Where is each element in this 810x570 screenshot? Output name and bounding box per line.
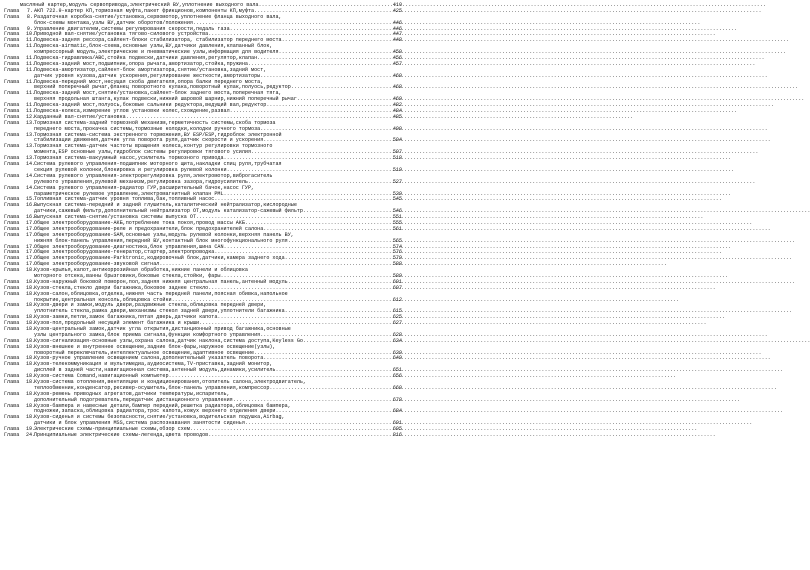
entry-title: переднего моста,прокачка системы,тормозные колодки,колодки ручного тормоза	[34, 125, 261, 132]
entry-title: Общее электрооборудование-SAM,основные узлы,модуль рулевой колонки,верхняя панель ВУ,	[34, 231, 294, 238]
page-number: 678	[392, 396, 402, 403]
chapter-number: 18.	[26, 320, 36, 327]
chapter-label: Глава	[4, 231, 20, 238]
page-number: 561	[392, 225, 402, 232]
chapter-number: 11.	[26, 78, 36, 85]
entry-title: теплообменник,конденсатор,ресивер-осушитель,блок-панель управления,компрессор	[34, 384, 270, 391]
chapter-number: 11.	[26, 66, 36, 73]
chapter-number: 18.	[26, 267, 36, 274]
page-number: 612	[392, 296, 402, 303]
dot-leader	[303, 339, 392, 345]
chapter-label: Глава	[4, 90, 20, 97]
dot-leader	[275, 409, 391, 415]
page-number: 539	[392, 190, 402, 197]
page-number: 695	[392, 426, 402, 433]
chapter-label: Глава	[4, 119, 20, 126]
entry-title: Тормозная система-вакуумный насос,усилитель тормозного привода	[34, 155, 224, 162]
dot-leader	[269, 386, 391, 392]
page-number: 484	[392, 108, 402, 115]
entry-title: Общее электрооборудование-Parktronic,кодировочный блок,датчики,камера заднего хода	[34, 255, 285, 262]
chapter-label: Глава	[4, 108, 20, 115]
toc-entry[interactable]	[4, 15, 402, 27]
chapter-label: Глава	[4, 196, 20, 203]
entry-title: Управление двигателем,системы регулирования скорости,педаль газа	[34, 25, 230, 32]
chapter-label: Глава	[4, 390, 20, 397]
table-of-contents	[4, 3, 402, 439]
page-number: 447	[392, 31, 402, 38]
chapter-label: Глава	[4, 43, 20, 50]
page-number: 482	[392, 102, 402, 109]
chapter-label: Глава	[4, 131, 20, 138]
chapter-label: Глава	[4, 284, 20, 291]
entry-title: момента,ESP основные узлы,гидроблок системы регулировки тягового усилия	[34, 149, 252, 156]
entry-title: Раздаточная коробка-снятие/установка,сервомотор,уплотнение фланца выходного вала,	[34, 13, 282, 20]
entry-title: верхний поперечный рычаг,фланец поворотного кулака,поворотный кулак,полуось,редуктор	[34, 84, 291, 91]
chapter-number: 24.	[26, 432, 36, 439]
chapter-number: 18.	[26, 284, 36, 291]
entry-title: секция рулевой колонки,блокировка и регулировка рулевой колонки	[34, 166, 227, 173]
toc-entry[interactable]	[4, 68, 402, 80]
chapter-number: 18.	[26, 278, 36, 285]
chapter-label: Глава	[4, 172, 20, 179]
dot-leader	[282, 38, 392, 44]
chapter-label: Глава	[4, 255, 20, 262]
entry-title: датчики и блок управления MSS,система распознавания занятости сиденья	[34, 420, 245, 427]
dot-leader	[263, 356, 392, 362]
page-number: 555	[392, 219, 402, 226]
entry-title: Выпускная система-снятие/установка системы выпуска OT	[34, 214, 197, 221]
entry-title: моторного отсека,ванны брызговики,боковые стекла,стойки, фары	[34, 272, 221, 279]
page-number: 490	[392, 125, 402, 132]
entry-title: Общее электрооборудование-АКБ,потребление тока покоя,провод массы АКБ	[34, 219, 245, 226]
entry-title: Система рулевого управления-радиатор ГУР,расширительный бачок,насос ГУР,	[34, 184, 255, 191]
chapter-number: 16.	[26, 202, 36, 209]
toc-line	[4, 433, 402, 439]
entry-title: Карданный вал-снятие/установка	[34, 113, 126, 120]
dot-leader	[208, 433, 392, 439]
page-number: 656	[392, 373, 402, 380]
page-number: 601	[392, 278, 402, 285]
entry-title: Кузов-стекла,стекло двери багажника,боковое заднее стекло	[34, 284, 209, 291]
page-number: 519	[392, 166, 402, 173]
chapter-number: 13.	[26, 155, 36, 162]
entry-title: Кузов-сиденья и системы безопасности,снятие/установка,водительская подушка,Airbag,	[34, 414, 285, 421]
chapter-label: Глава	[4, 432, 20, 439]
page-number: 634	[392, 337, 402, 344]
chapter-number: 18.	[26, 343, 36, 350]
chapter-number: 18.	[26, 355, 36, 362]
chapter-number: 10.	[26, 31, 36, 38]
entry-title: Тормозная система-система экстренного торможения,ВУ ESP/ESP,гидроблок электронной	[34, 131, 282, 138]
entry-title: компрессорный модуль,электрические и пневматические узлы,информация для водителя	[34, 49, 279, 56]
chapter-number: 14.	[26, 172, 36, 179]
page-number: 615	[392, 308, 402, 315]
toc-entry[interactable]	[4, 433, 402, 439]
chapter-number: 18.	[26, 379, 36, 385]
page-number: 468	[392, 84, 402, 91]
entry-title: Кузов-двери и замки,модуль двери,раздвижные стекла,облицовка передней двери,	[34, 302, 267, 309]
entry-title: поворотный переключатель,интеллектуальное освещение,адаптивное освещение	[34, 349, 255, 356]
page-number: 639	[392, 349, 402, 356]
chapter-number: 18.	[26, 290, 36, 297]
chapter-label: Глава	[4, 426, 20, 433]
chapter-number: 11.	[26, 102, 36, 109]
page-number: 607	[392, 284, 402, 291]
entry-title: Кузов-система Comand,навигационный компьютер	[34, 373, 169, 380]
chapter-label: Глава	[4, 55, 20, 62]
chapter-number: 17.	[26, 231, 36, 238]
chapter-label: Глава	[4, 161, 20, 168]
page-number: 460	[392, 72, 402, 79]
entry-title: покрытие,центральная консоль,облицовка стойки	[34, 296, 172, 303]
dot-leader	[248, 180, 392, 186]
entry-title: стабилизации движения,датчик угла поворота руля,датчик скорости и ускорения	[34, 137, 264, 144]
entry-title: Общее электрооборудование-звуковой сигнал	[34, 261, 160, 268]
page-number: 576	[392, 249, 402, 256]
chapter-label: Глава	[4, 225, 20, 232]
page-number: 546	[392, 208, 402, 215]
entry-title: Подвеска-задняя рессора,сайлент-блоки стабилизатора, стабилизатор переднего моста	[34, 37, 282, 44]
chapter-number: 11.	[26, 37, 36, 44]
chapter-number: 9.	[26, 25, 33, 32]
entry-title: датчик уровня кузова,датчик ускорения,регулирование жесткости,амортизаторы	[34, 72, 261, 79]
chapter-number: 18.	[26, 373, 36, 380]
chapter-number: 18.	[26, 325, 36, 332]
toc-entry[interactable]	[4, 327, 402, 339]
chapter-number: 7.	[26, 7, 33, 14]
chapter-number: 15.	[26, 196, 36, 203]
entry-title: Общее электрооборудование-реле и предохранители,блок предохранителей салона	[34, 225, 264, 232]
chapter-label: Глава	[4, 113, 20, 120]
page-number: 518	[392, 155, 402, 162]
chapter-label: Глава	[4, 355, 20, 362]
chapter-number: 13.	[26, 143, 36, 150]
chapter-number: 18.	[26, 337, 36, 344]
entry-title: Кузов-ремень приводных агрегатов,датчики температуры,испаритель,	[34, 390, 230, 397]
dot-leader	[260, 74, 392, 80]
page-number: 527	[392, 178, 402, 185]
entry-title: Кузов-бампера и навесные детали,бампер передний,решетка радиатора,облицовка бампера,	[34, 402, 291, 409]
page-number: 579	[392, 255, 402, 262]
entry-title: Кузов-крылья,капот,антикоррозийная обработка,нижние панели и облицовка	[34, 267, 248, 274]
entry-title: Подвеска-задний мост,подшипник,опора рычага,амортизатор,стойка,пружина	[34, 60, 248, 67]
entry-title: Кузов-ручное управление освещением салона,дополнительный указатель поворота	[34, 355, 264, 362]
chapter-number: 12.	[26, 113, 36, 120]
entry-title: Кузов-сигнализация-основные узлы,охрана салона,датчик наклона,система доступа,Keyless Go	[34, 337, 303, 344]
page-number: 691	[392, 420, 402, 427]
chapter-number: 18.	[26, 302, 36, 309]
chapter-number: 19.	[26, 426, 36, 433]
chapter-label: Глава	[4, 243, 20, 250]
chapter-label: Глава	[4, 278, 20, 285]
entry-title: Система рулевого управления-подшипник моторного щита,накладки спиц руля,трубчатая	[34, 161, 282, 168]
chapter-label: Глава	[4, 60, 20, 67]
page-number: 446	[392, 25, 402, 32]
chapter-number: 11.	[26, 55, 36, 62]
page-number: 504	[392, 137, 402, 144]
chapter-label: Глава	[4, 267, 20, 274]
chapter-label: Глава	[4, 31, 20, 38]
chapter-number: 16.	[26, 214, 36, 221]
page-number: 485	[392, 113, 402, 120]
entry-title: датчики,сажевый фильтр,дополнительный нейтрализатор OT,модуль катализатор-сажевый фильтр	[34, 208, 303, 215]
toc-entry[interactable]	[4, 380, 402, 392]
entry-title: уплотнитель стекла,рамка двери,механизмы стекол задней двери,уплотнители багажника	[34, 308, 285, 315]
entry-title: Приводной вал-снятие/установка тягово-силового устройства	[34, 31, 209, 38]
chapter-label: Глава	[4, 337, 20, 344]
page-number: 425	[392, 7, 402, 14]
chapter-number: 18.	[26, 390, 36, 397]
entry-title: нижняя блок-панель управления,передний ВУ,контактный блок многофункционального руля	[34, 237, 288, 244]
page-number: 684	[392, 408, 402, 415]
toc-entry[interactable]	[4, 121, 402, 133]
chapter-number: 8.	[26, 13, 33, 20]
entry-title: Кузов-центральный замок,датчик угла открытия,дистанционный привод багажника,основные	[34, 325, 291, 332]
page-number: 448	[392, 37, 402, 44]
chapter-number: 11.	[26, 60, 36, 67]
page-number: 627	[392, 320, 402, 327]
chapter-label: Глава	[4, 379, 20, 385]
chapter-label: Глава	[4, 320, 20, 327]
chapter-label: Глава	[4, 361, 20, 368]
entry-title: Кузов-салон,облицовка,отделка,нижняя часть передней панели,поясная обивка,напольное	[34, 290, 288, 297]
chapter-label: Глава	[4, 7, 20, 14]
chapter-label: Глава	[4, 102, 20, 109]
entry-title: Система рулевого управления-электрорегулировка руля,электромотор,виброгаситель	[34, 172, 273, 179]
entry-title: рулевого управления,рулевой механизм,регулировка зазора,гидроусилитель	[34, 178, 248, 185]
dot-leader	[263, 138, 392, 144]
chapter-label: Глава	[4, 184, 20, 191]
chapter-label: Глава	[4, 314, 20, 321]
entry-title: Подвеска-гидравлика/ABC,стойка подвески,датчики давления,регулятор,клапан	[34, 55, 258, 62]
chapter-label: Глава	[4, 13, 20, 20]
chapter-label: Глава	[4, 261, 20, 268]
chapter-label: Глава	[4, 78, 20, 85]
entry-title: дополнительный подогреватель,передатчик дистанционного управления	[34, 396, 233, 403]
chapter-label: Глава	[4, 155, 20, 162]
page-number: 651	[392, 367, 402, 374]
entry-title: дисплей в задней части,навигационная система,антенный модуль,динамики,усилитель	[34, 367, 276, 374]
entry-title: Общее электрооборудование-генератор,стартер,электропроводка	[34, 249, 215, 256]
entry-title: Топливная система-датчик уровня топлива,бак,топливный насос	[34, 196, 215, 203]
chapter-number: 17.	[26, 219, 36, 226]
toc-entry[interactable]	[4, 392, 402, 404]
entry-title: АКП 722.9-картер КП,тормозная муфта,пакет фрикционов,компоненты КП,муфта	[34, 7, 255, 14]
entry-title: Подвеска-амортизатор,сайлент-блок амортизатора,снятие/установка,задний мост,	[34, 66, 267, 73]
chapter-number: 18.	[26, 314, 36, 321]
page-number: 589	[392, 272, 402, 279]
chapter-number: 17.	[26, 261, 36, 268]
entry-title: Тормозная система-задний тормозной механизм,герметичность системы,скоба тормоза	[34, 119, 276, 126]
entry-title: Выпускная система-передний и задний глушитель,каталитический нейтрализатор,кислородные	[34, 202, 297, 209]
entry-title: Кузов-система отопления,вентиляции и кондиционирования,отопитель салона,электродвигатель,	[34, 379, 307, 385]
page-number: 588	[392, 261, 402, 268]
page-number: 507	[392, 149, 402, 156]
chapter-label: Глава	[4, 402, 20, 409]
page-number: 545	[392, 196, 402, 203]
entry-title: Кузов-телекоммуникация и мультимедиа,аудиосистема,TV-приставка,задний монитор,	[34, 361, 273, 368]
entry-title: Подвеска-передний мост,несущая скоба двигателя,опора балки переднего моста,	[34, 78, 264, 85]
chapter-label: Глава	[4, 202, 20, 209]
entry-title: Электрические схемы-принципиальные схемы,обзор схем	[34, 426, 190, 433]
chapter-label: Глава	[4, 290, 20, 297]
entry-title: подножки,запаска,облицовка радиатора,трос капота,кожух верхнего отделения двери	[34, 408, 276, 415]
entry-title: Тормозная система-датчик частоты вращения колеса,контур регулировки тормозного	[34, 143, 273, 150]
page-number: 628	[392, 331, 402, 338]
chapter-label: Глава	[4, 219, 20, 226]
chapter-number: 18.	[26, 414, 36, 421]
chapter-label: Глава	[4, 37, 20, 44]
entry-title: Общее электрооборудование-диагностика,блок управления,шина CAN	[34, 243, 224, 250]
chapter-number: 18.	[26, 361, 36, 368]
chapter-label: Глава	[4, 302, 20, 309]
chapter-number: 14.	[26, 184, 36, 191]
entry-title: Подвеска-задний мост,полуось,боковые сальники редуктора,ведущий вал,редуктор	[34, 102, 267, 109]
chapter-label: Глава	[4, 249, 20, 256]
entry-title: масляный картер,модуль сервопривода,электрический ВУ,уплотнение выходного вала	[20, 2, 259, 8]
chapter-number: 11.	[26, 43, 36, 50]
entry-title: параметрическое рулевое управление,электромагнитный клапан PML	[34, 190, 224, 197]
page-number: 816	[392, 432, 402, 439]
chapter-label: Глава	[4, 214, 20, 221]
page-number: 450	[392, 49, 402, 56]
page-number: 457	[392, 60, 402, 67]
entry-title: Подвеска-задний мост,снятие/установка,сайлент-блок заднего моста,поперечная тяга,	[34, 90, 282, 97]
page-number: 456	[392, 55, 402, 62]
entry-title: Кузов-пол,продольный несущий элемент багажника и крыши	[34, 320, 200, 327]
page-number: 551	[392, 214, 402, 221]
toc-entry[interactable]	[4, 233, 402, 245]
dot-leader	[248, 62, 392, 68]
chapter-label: Глава	[4, 143, 20, 150]
chapter-label: Глава	[4, 66, 20, 73]
entry-title: Кузов-внешнее и внутреннее освещение,задние блок-фары,наружное освещение(узлы),	[34, 343, 276, 350]
page-number: 660	[392, 384, 402, 391]
chapter-label: Глава	[4, 414, 20, 421]
entry-title: Кузов-наружный боковой поморон,пол,задняя нижняя центральная панель,антенный модуль	[34, 278, 288, 285]
chapter-number: 17.	[26, 249, 36, 256]
entry-title: узлы центрального замка,блок приема сигнала,функции комфортного управления	[34, 331, 261, 338]
entry-title: верхняя продольная штанга,кулак подвески,нижний шаровой шарнир,нижний поперечный рычаг	[34, 96, 297, 103]
page-number: 649	[392, 355, 402, 362]
chapter-number: 13.	[26, 119, 36, 126]
entry-title: блок-схемы монтажа,узлы ВУ,датчик оборотов/положения	[34, 19, 193, 26]
toc-entry[interactable]	[4, 174, 402, 186]
chapter-number: 11.	[26, 108, 36, 115]
entry-title: Подвеска-airmatic,блок-схема,основные узлы,ВУ,датчики давления,клапанный блок,	[34, 43, 273, 50]
entry-title: Принципиальные электрические схемы-легенда,цвета проводов	[34, 432, 209, 439]
chapter-number: 18.	[26, 402, 36, 409]
entry-title: Подвеска-колеса,измерение углов установки колес,схождение,развал	[34, 108, 230, 115]
chapter-number: 14.	[26, 161, 36, 168]
chapter-number: 17.	[26, 225, 36, 232]
page-number: 410	[392, 2, 402, 8]
page-number: 625	[392, 314, 402, 321]
chapter-label: Глава	[4, 325, 20, 332]
entry-title: Кузов-замки,петли,замок багажника,пятая дверь,датчики капота	[34, 314, 218, 321]
page-number: 446	[392, 19, 402, 26]
dot-leader	[291, 85, 392, 91]
chapter-number: 11.	[26, 90, 36, 97]
chapter-number: 13.	[26, 131, 36, 138]
page-number: 565	[392, 237, 402, 244]
chapter-label: Глава	[4, 343, 20, 350]
page-number: 574	[392, 243, 402, 250]
page-number: 469	[392, 96, 402, 103]
chapter-label: Глава	[4, 373, 20, 380]
chapter-label: Глава	[4, 25, 20, 32]
chapter-number: 17.	[26, 255, 36, 262]
chapter-number: 17.	[26, 243, 36, 250]
